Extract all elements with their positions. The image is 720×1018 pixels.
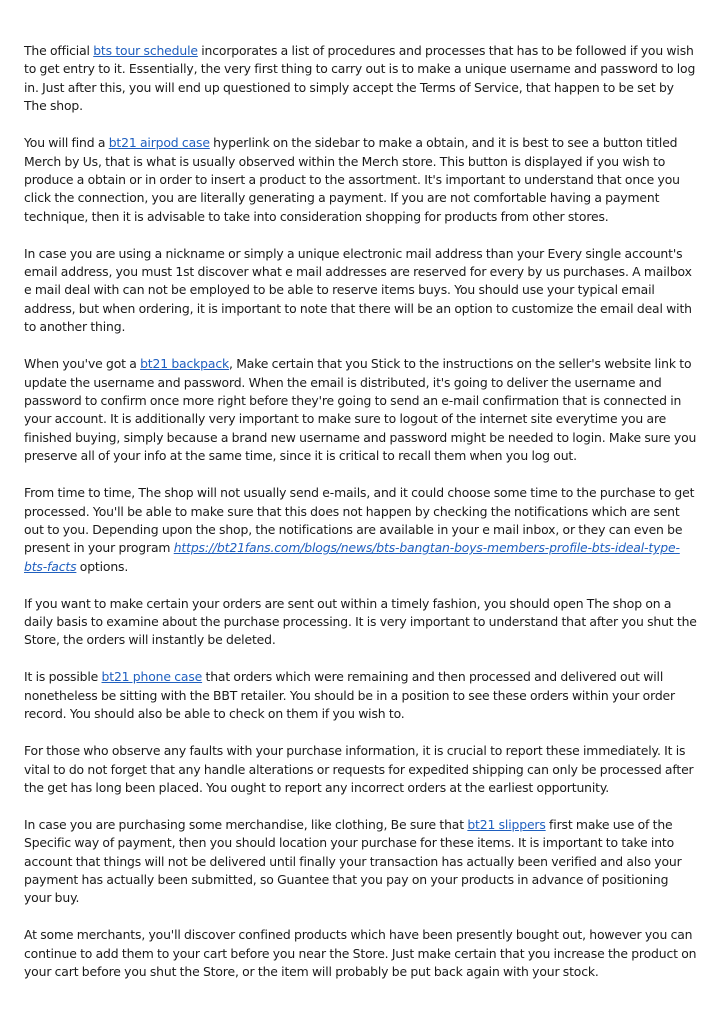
- paragraph-text: options.: [76, 558, 129, 574]
- inline-link[interactable]: bt21 backpack: [140, 356, 230, 372]
- paragraph-text: For those who observe any faults with your purchase information, it is crucial to report these immediately. It is vital to do not forget that any handle alterations or requests for expedited shipping can only be processed after the get has long been placed. You ought to report any incorrect orders at the earliest opportunity.: [24, 743, 694, 795]
- paragraph-text: When you've got a: [24, 356, 141, 372]
- paragraph-text: that orders which were remaining and then processed and delivered out will nonetheless be sitting with the BBT retailer. You should be in a position to see these orders within your order record. You should also be able to check on them if you wish to.: [24, 669, 675, 722]
- paragraph-text: It is possible: [24, 669, 102, 685]
- article-paragraph: [24, 134, 698, 226]
- paragraph-text: hyperlink on the sidebar to make a obtain, and it is best to see a button titled Merch by Us, that is what is usually observed within the Merch store. This button is displayed if you wish to produce a obtain or in order to insert a product to the assortment. It's important to understand that once you click the connection, you are literally generating a payment. If you are not comfortable having a payment technique, then it is advisable to take into consideration shopping for products from other stores.: [24, 135, 680, 224]
- article-paragraph: [24, 245, 698, 337]
- article-paragraph: [24, 595, 698, 650]
- inline-link[interactable]: bt21 airpod case: [108, 135, 210, 151]
- paragraph-text: , Make certain that you Stick to the instructions on the seller's website link to update the username and password. When the email is distributed, it's going to deliver the username and password to confirm once more right before they're going to send an e-mail confirmation that is connected in your account. It is additionally very important to make sure to logout of the internet site everytime you are finished buying, simply because a brand new username and password might be needed to login. Make sure you preserve all of your info at the same time, since it is critical to recall them when you log out.: [24, 356, 697, 464]
- inline-link[interactable]: bts tour schedule: [93, 43, 198, 58]
- article-paragraph: [24, 742, 698, 797]
- article-paragraph: [24, 484, 698, 576]
- paragraph-text: The official: [24, 43, 94, 58]
- inline-url-link[interactable]: https://bt21fans.com/blogs/news/bts-bangtan-boys-members-profile-bts-ideal-type-bts-facts: [24, 540, 680, 574]
- paragraph-text: incorporates a list of procedures and processes that has to be followed if you wish to get entry to it. Essentially, the very first thing to carry out is to make a unique username and password to log in. Just after this, you will end up questioned to simply accept the Terms of Service, that happen to be set by The shop.: [24, 43, 696, 114]
- inline-link[interactable]: bt21 slippers: [467, 816, 546, 832]
- paragraph-text: If you want to make certain your orders are sent out within a timely fashion, you should open The shop on a daily basis to examine about the purchase processing. It is very important to understand that after you shut the Store, the orders will instantly be deleted.: [24, 595, 697, 648]
- paragraph-text: At some merchants, you'll discover confined products which have been presently bought out, however you can continue to add them to your cart before you near the Store. Just make certain that you increase the product on your cart before you shut the Store, or the item will probably be put back again with your stock.: [24, 927, 697, 980]
- paragraph-text: In case you are using a nickname or simply a unique electronic mail address than your Every single account's email address, you must 1st discover what e mail addresses are reserved for every by us purchases. A mailbox e mail deal with can not be employed to be able to reserve items buys. You should use your typical email address, but when ordering, it is important to note that there will be an option to customize the email deal with to another thing.: [24, 245, 692, 335]
- inline-link[interactable]: bt21 phone case: [101, 669, 203, 685]
- article-paragraph: [24, 816, 698, 908]
- paragraph-text: You will find a: [24, 135, 109, 151]
- article-paragraph: [24, 926, 698, 981]
- article-paragraph: [24, 42, 698, 116]
- paragraph-text: In case you are purchasing some merchandise, like clothing, Be sure that: [24, 816, 468, 832]
- article-paragraph: [24, 668, 698, 723]
- paragraph-text: first make use of the Specific way of payment, then you should location your purchase for these items. It is important to take into account that things will not be delivered until finally your transaction has actually been verified and also your payment has actually been submitted, so Guantee that you pay on your products in advance of positioning your buy.: [24, 816, 682, 906]
- paragraph-text: From time to time, The shop will not usually send e-mails, and it could choose some time to the purchase to get processed. You'll be able to make sure that this does not happen by checking the notifications which are sent out to you. Depending upon the shop, the notifications are available in your e mail inbox, or they can even be present in your program: [24, 485, 695, 556]
- article-paragraph: [24, 355, 698, 465]
